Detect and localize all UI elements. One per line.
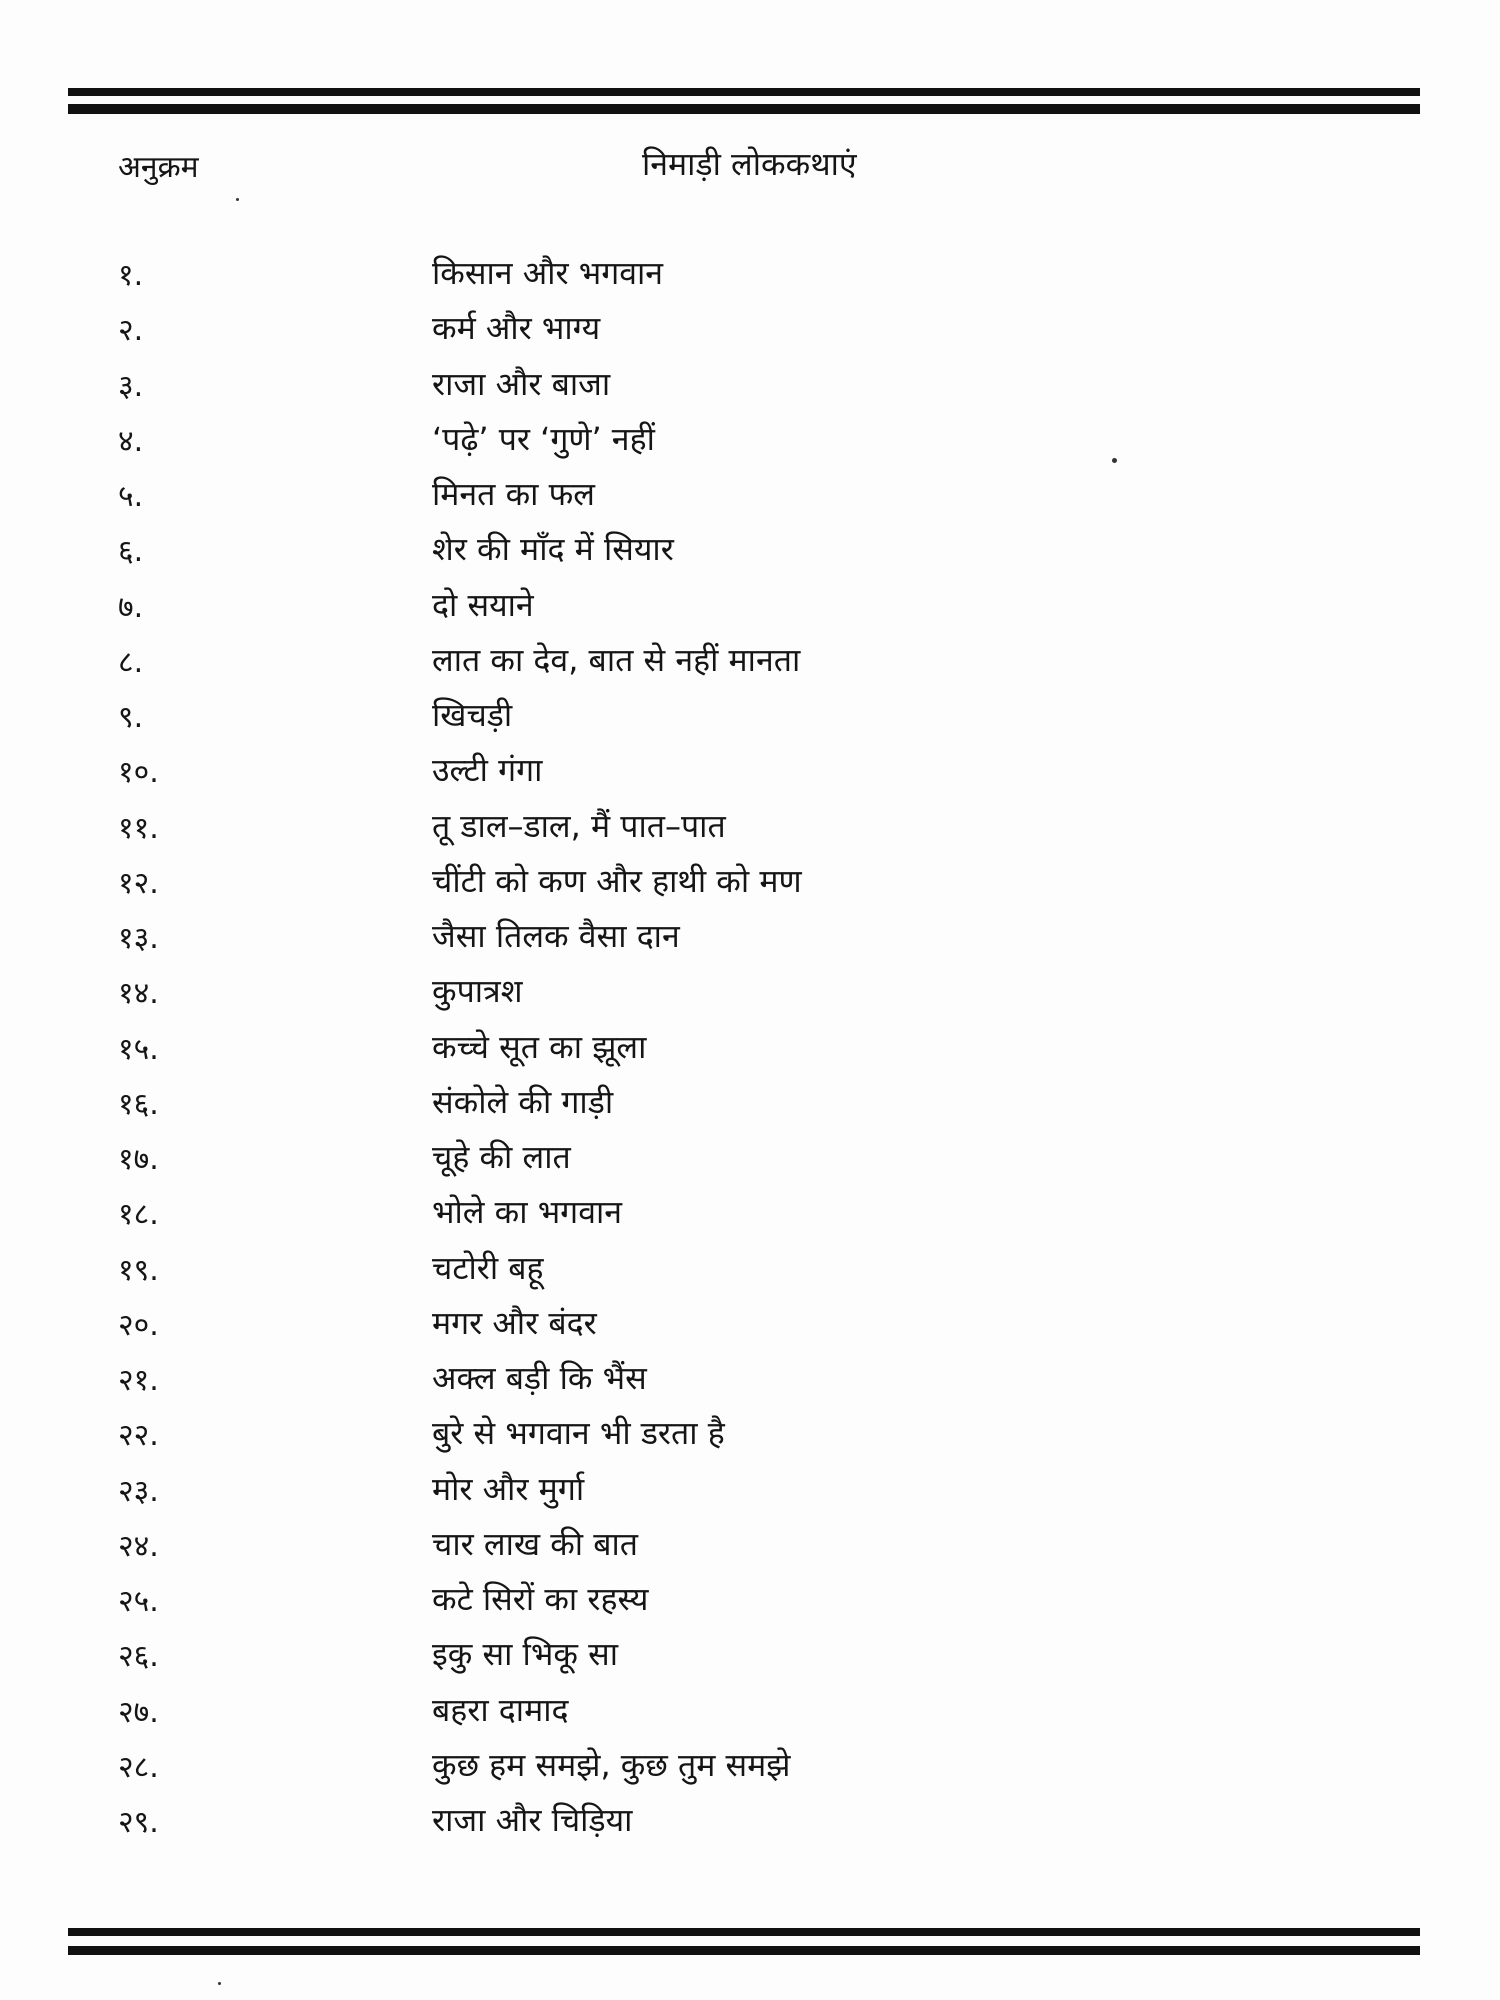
bottom-rule-thick [68,1946,1420,1955]
toc-entry-number: १९. [118,1252,159,1288]
toc-entry-title: तू डाल–डाल, मैं पात–पात [432,806,726,845]
toc-entry-title: खिचड़ी [432,696,513,734]
toc-entry [0,1247,1500,1302]
toc-entry [0,1136,1500,1191]
toc-entry-number: १७. [118,1142,159,1177]
toc-entry-title: कुपात्रश [432,972,523,1011]
toc-entry [0,1744,1500,1799]
toc-entry-number: ८. [118,644,144,680]
scan-speck [1112,458,1117,463]
toc-entry-number: २२. [118,1418,159,1454]
toc-entry-title: लात का देव, बात से नहीं मानता [432,640,801,679]
toc-entry-title: भोले का भगवान [432,1193,623,1232]
toc-entry-number: ६. [118,534,144,570]
toc-entry-number: १२. [118,865,159,901]
toc-entry [0,418,1500,473]
toc-entry-number: २९. [118,1805,159,1840]
toc-entry-title: कटे सिरों का रहस्य [432,1580,649,1618]
toc-entry [0,584,1500,639]
toc-entry-title: चटोरी बहू [432,1248,544,1287]
toc-entry-number: २८. [118,1749,159,1785]
toc-entry-title: जैसा तिलक वैसा दान [432,917,680,955]
toc-entry [0,1081,1500,1136]
toc-entry [0,860,1500,915]
toc-entry-title: राजा और चिड़िया [432,1801,633,1839]
toc-entry-title: शेर की माँद में सियार [432,530,674,569]
toc-entry [0,694,1500,749]
toc-entry-title: बहरा दामाद [432,1690,569,1729]
toc-entry [0,1357,1500,1412]
toc-entry-title: राजा और बाजा [432,364,611,403]
toc-entry [0,1191,1500,1246]
toc-entry-number: २१. [118,1363,159,1398]
toc-entry-title: मिनत का फल [432,475,596,513]
toc-entry-number: २४. [118,1528,159,1564]
toc-entry [0,1523,1500,1578]
toc-entry-number: १५. [118,1031,159,1067]
toc-entry [0,1689,1500,1744]
toc-entry-number: १०. [118,755,159,791]
toc-entry [0,1799,1500,1854]
toc-entry [0,1026,1500,1081]
contents-label: अनुक्रम [118,150,199,185]
toc-entry-title: चींटी को कण और हाथी को मण [432,861,802,900]
toc-entry-number: ७. [118,589,144,625]
table-of-contents [0,252,1500,1854]
toc-entry-number: २. [118,313,144,349]
top-rule-thin [68,88,1420,96]
toc-entry [0,805,1500,860]
toc-entry-number: १४. [118,976,159,1012]
toc-entry-number: १६. [118,1086,159,1122]
toc-entry-number: २७. [118,1694,159,1730]
toc-entry-number: ५. [118,479,144,514]
toc-entry-number: २३. [118,1473,159,1509]
top-rule-thick [68,104,1420,114]
toc-entry-title: बुरे से भगवान भी डरता है [432,1414,725,1453]
toc-entry-title: संकोले की गाड़ी [432,1082,614,1121]
toc-entry-title: कर्म और भाग्य [432,309,601,348]
toc-entry-number: १. [118,258,144,293]
toc-entry [0,1578,1500,1633]
toc-entry-title: मोर और मुर्गा [432,1469,585,1508]
toc-entry [0,1633,1500,1688]
toc-entry-title: दो सयाने [432,585,534,624]
toc-entry-title: उल्टी गंगा [432,751,543,790]
toc-entry [0,1468,1500,1523]
toc-entry-number: २६. [118,1639,159,1675]
toc-entry-title: कुछ हम समझे, कुछ तुम समझे [432,1745,791,1784]
toc-entry [0,1302,1500,1357]
toc-entry [0,639,1500,694]
toc-entry [0,473,1500,528]
toc-entry-title: चूहे की लात [432,1138,571,1176]
bottom-rule-thin [68,1928,1420,1936]
toc-entry [0,307,1500,362]
toc-entry [0,363,1500,418]
toc-entry-title: किसान और भगवान [432,254,664,292]
scan-speck [236,198,239,201]
toc-entry-title: कच्चे सूत का झूला [432,1027,647,1066]
toc-entry-title: चार लाख की बात [432,1524,639,1563]
toc-entry-number: ४. [118,423,144,459]
toc-entry-number: १३. [118,921,159,956]
toc-entry [0,749,1500,804]
toc-entry-number: ३. [118,368,144,404]
toc-entry-number: ११. [118,810,159,846]
page-title: निमाड़ी लोककथाएं [642,145,857,183]
toc-entry-title: इकु सा भिकू सा [432,1635,619,1674]
toc-entry-number: २५. [118,1584,159,1619]
toc-entry-number: २०. [118,1307,159,1343]
toc-entry-title: अक्ल बड़ी कि भैंस [432,1359,647,1397]
toc-entry-number: ९. [118,700,144,735]
scan-speck [218,1982,221,1985]
toc-entry [0,970,1500,1025]
toc-entry [0,252,1500,307]
toc-entry [0,528,1500,583]
toc-entry-number: १८. [118,1197,159,1233]
toc-entry-title: ‘पढ़े’ पर ‘गुणे’ नहीं [432,419,655,458]
toc-entry [0,1412,1500,1467]
toc-entry-title: मगर और बंदर [432,1303,597,1342]
toc-entry [0,915,1500,970]
